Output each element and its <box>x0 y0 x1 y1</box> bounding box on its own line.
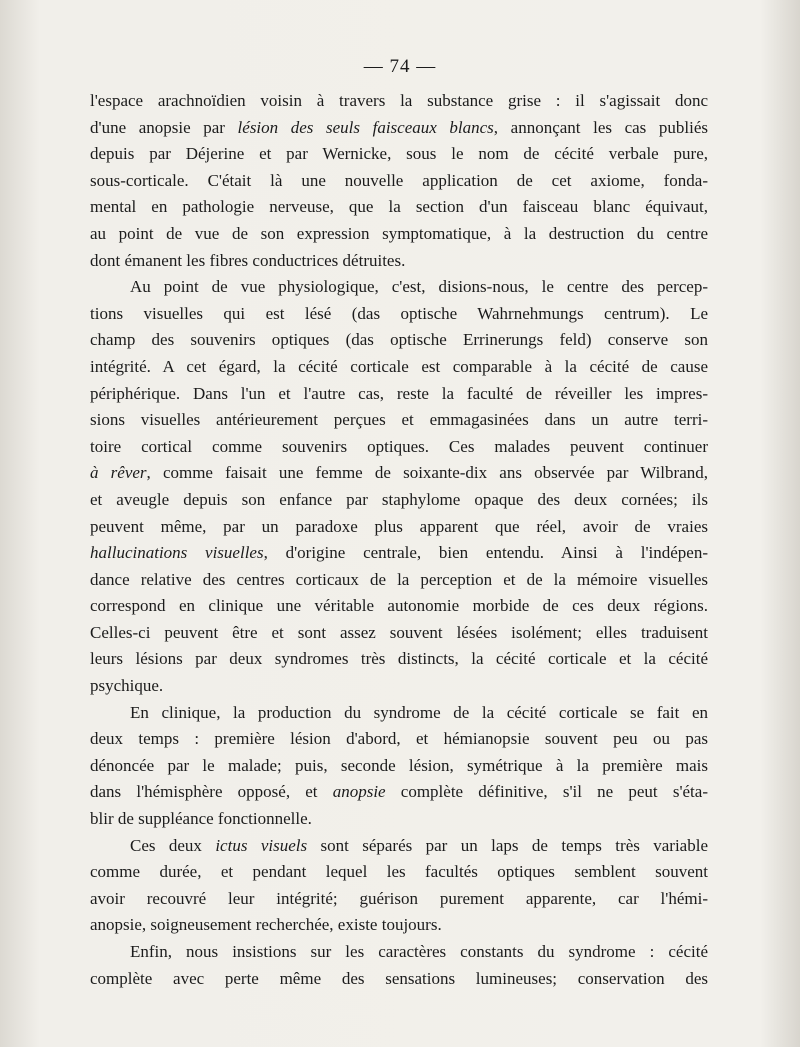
text-run: Celles-ci peuvent être et sont assez souvent lésées isolément; elles traduisent <box>90 622 708 642</box>
text-line <box>90 115 708 142</box>
text-line <box>90 806 708 833</box>
text-line <box>90 779 708 806</box>
text-line <box>90 912 708 939</box>
italic-phrase: à rêver <box>90 463 147 483</box>
text-line <box>90 274 708 301</box>
text-run: Enfin, nous insistions sur les caractères constants du syndrome : cécité <box>130 942 708 961</box>
text-run: périphérique. Dans l'un et l'autre cas, reste la faculté de réveiller les impres- <box>90 383 708 403</box>
text-line <box>90 301 708 328</box>
text-line <box>90 141 708 168</box>
text-run: psychique. <box>90 676 164 696</box>
text-run: mental en pathologie nerveuse, que la section d'un faisceau blanc équivaut, <box>90 197 708 217</box>
text-run: blir de suppléance fonctionnelle. <box>90 809 312 829</box>
text-line <box>90 381 708 408</box>
text-run: , d'origine centrale, bien entendu. Ainsi à l'indépen- <box>263 543 708 563</box>
text-line <box>90 939 708 966</box>
page-number: — 74 — <box>363 56 437 77</box>
text-run: , comme faisait une femme de soixante-dix ans observée par Wilbrand, <box>146 463 708 483</box>
text-run: sont séparés par un laps de temps très variable <box>307 835 708 855</box>
text-line <box>90 248 708 275</box>
text-line <box>90 514 708 541</box>
text-line <box>90 221 708 248</box>
text-run: complète définitive, s'il ne peut s'éta- <box>385 782 708 802</box>
text-run: et aveugle depuis son enfance par staphylome opaque des deux cornées; ils <box>90 489 708 509</box>
text-line <box>90 168 708 195</box>
text-run: sions visuelles antérieurement perçues et emmagasinées dans un autre terri- <box>90 410 708 430</box>
text-line <box>90 434 708 461</box>
text-run: , annonçant les cas publiés <box>493 117 708 137</box>
text-line <box>90 833 708 860</box>
paragraph <box>90 88 708 274</box>
text-run: En clinique, la production du syndrome de la cécité corticale se fait en <box>130 702 708 722</box>
text-body <box>90 88 708 992</box>
text-run: depuis par Déjerine et par Wernicke, sous le nom de cécité verbale pure, <box>90 144 708 164</box>
text-line <box>90 726 708 753</box>
text-line <box>90 966 708 993</box>
text-line <box>90 620 708 647</box>
text-run: peuvent même, par un paradoxe plus apparent que réel, avoir de vraies <box>90 516 708 536</box>
text-run: leurs lésions par deux syndromes très distincts, la cécité corticale et la cécité <box>90 649 708 669</box>
paragraph <box>90 700 708 833</box>
text-line <box>90 646 708 673</box>
italic-phrase: lésion des seuls faisceaux blancs <box>237 117 494 137</box>
text-run: avoir recouvré leur intégrité; guérison purement apparente, car l'hémi- <box>90 888 708 908</box>
text-run: comme durée, et pendant lequel les facultés optiques semblent souvent <box>90 862 708 882</box>
text-run: complète avec perte même des sensations lumineuses; conservation des <box>90 968 708 988</box>
text-run: anopsie, soigneusement recherchée, existe toujours. <box>90 915 442 935</box>
text-line <box>90 886 708 913</box>
italic-phrase: ictus visuels <box>215 835 308 855</box>
text-line <box>90 673 708 700</box>
text-run: correspond en clinique une véritable autonomie morbide de ces deux régions. <box>90 596 708 616</box>
text-run: Au point de vue physiologique, c'est, disions-nous, le centre des percep- <box>130 277 708 297</box>
text-line <box>90 753 708 780</box>
text-line <box>90 354 708 381</box>
text-run: intégrité. A cet égard, la cécité corticale est comparable à la cécité de cause <box>90 356 708 376</box>
text-line <box>90 700 708 727</box>
text-run: tions visuelles qui est lésé (das optische Wahrnehmungs centrum). Le <box>90 303 708 323</box>
paragraph <box>90 939 708 992</box>
text-run: champ des souvenirs optiques (das optische Errinerungs feld) conserve son <box>90 330 708 350</box>
text-line <box>90 540 708 567</box>
text-line <box>90 327 708 354</box>
text-run: dance relative des centres corticaux de la perception et de la mémoire visuelles <box>90 569 708 589</box>
text-run: dénoncée par le malade; puis, seconde lésion, symétrique à la première mais <box>90 755 708 775</box>
text-line <box>90 487 708 514</box>
text-run: sous-corticale. C'était là une nouvelle application de cet axiome, fonda- <box>90 170 708 190</box>
text-line <box>90 567 708 594</box>
text-run: au point de vue de son expression symptomatique, à la destruction du centre <box>90 223 708 243</box>
italic-phrase: anopsie <box>332 782 386 802</box>
text-line <box>90 194 708 221</box>
text-run: dont émanent les fibres conductrices détruites. <box>90 250 406 270</box>
text-line <box>90 88 708 115</box>
text-run: Ces deux <box>130 835 216 855</box>
text-line <box>90 593 708 620</box>
paragraph <box>90 833 708 939</box>
paragraph <box>90 274 708 700</box>
text-line <box>90 407 708 434</box>
text-run: l'espace arachnoïdien voisin à travers la substance grise : il s'agissait donc <box>90 91 708 110</box>
text-line <box>90 460 708 487</box>
italic-phrase: hallucinations visuelles <box>90 543 264 563</box>
text-run: dans l'hémisphère opposé, et <box>90 782 333 802</box>
text-run: d'une anopsie par <box>90 117 238 137</box>
text-run: toire cortical comme souvenirs optiques. Ces malades peuvent continuer <box>90 436 708 456</box>
text-line <box>90 859 708 886</box>
text-run: deux temps : première lésion d'abord, et hémianopsie souvent peu ou pas <box>90 729 708 749</box>
